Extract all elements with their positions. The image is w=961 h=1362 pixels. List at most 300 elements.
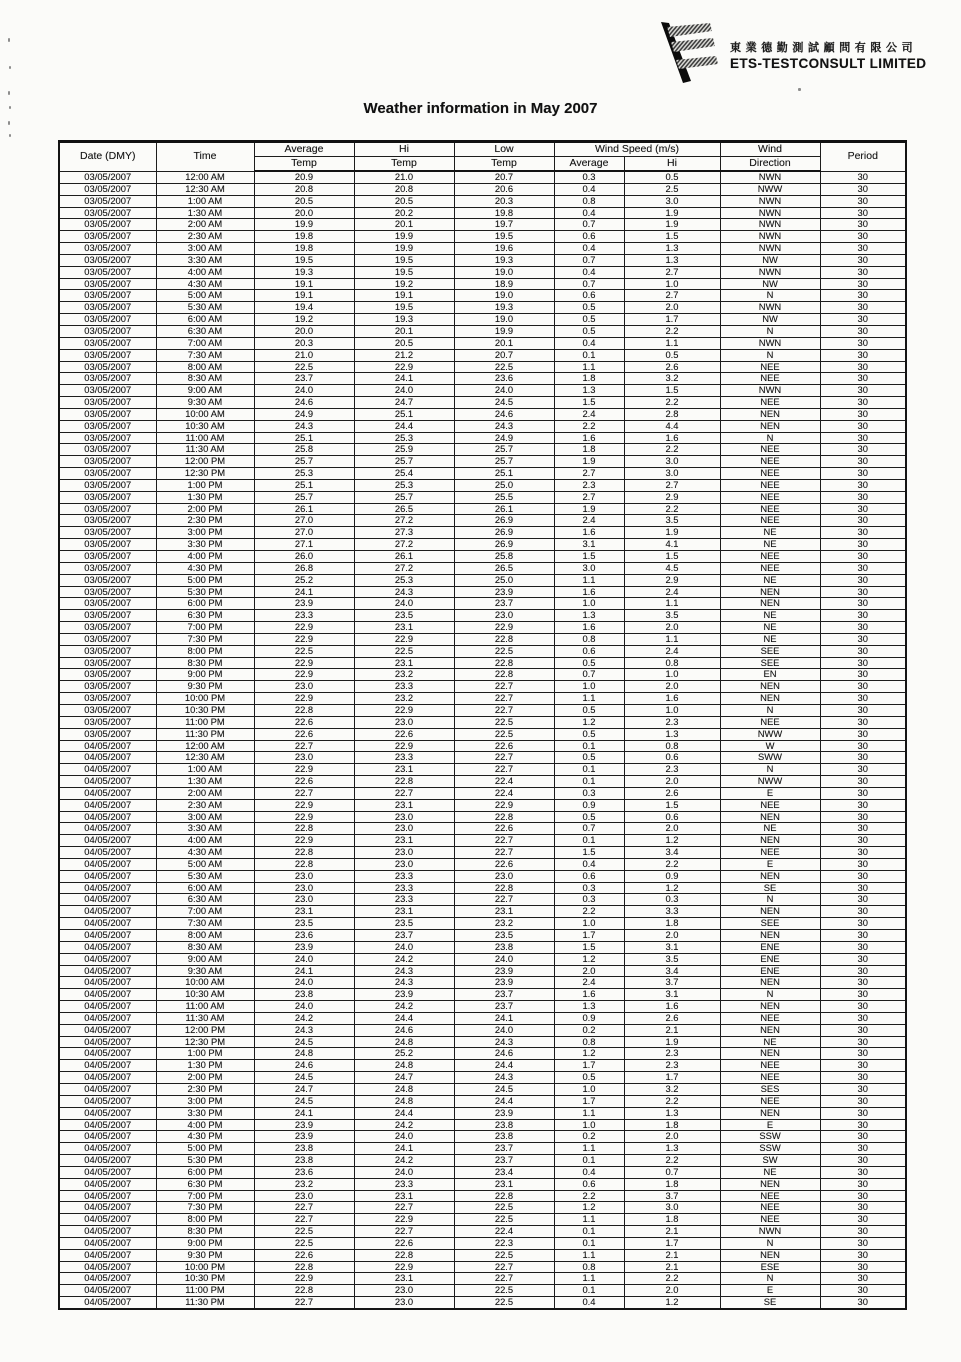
cell-average-temp: 23.9 [254,598,354,610]
cell-time: 4:00 AM [156,266,254,278]
cell-wind-speed-hi: 2.9 [624,491,720,503]
cell-wind-speed-average: 0.5 [554,1072,624,1084]
cell-wind-direction: N [720,764,820,776]
cell-time: 4:30 AM [156,278,254,290]
cell-wind-direction: NEN [720,870,820,882]
cell-period: 30 [820,479,906,491]
company-logo [648,22,926,84]
cell-average-temp: 27.1 [254,539,354,551]
cell-low-temp: 24.3 [454,420,554,432]
table-row [59,1024,906,1036]
cell-wind-direction: SEE [720,918,820,930]
cell-low-temp: 22.8 [454,882,554,894]
cell-wind-direction: E [720,1119,820,1131]
cell-wind-speed-average: 0.1 [554,1237,624,1249]
cell-wind-speed-hi: 2.7 [624,266,720,278]
cell-low-temp: 22.5 [454,728,554,740]
table-row [59,1131,906,1143]
table-row [59,1261,906,1273]
cell-date: 04/05/2007 [59,752,156,764]
cell-hi-temp: 24.0 [354,385,454,397]
table-row [59,823,906,835]
cell-low-temp: 19.3 [454,302,554,314]
table-row [59,551,906,563]
cell-wind-speed-hi: 2.2 [624,503,720,515]
cell-wind-speed-average: 1.1 [554,1143,624,1155]
table-row [59,633,906,645]
cell-period: 30 [820,503,906,515]
scan-artifact [798,88,801,91]
cell-wind-direction: ENE [720,953,820,965]
cell-average-temp: 24.1 [254,586,354,598]
table-row [59,776,906,788]
cell-average-temp: 25.8 [254,444,354,456]
cell-wind-speed-average: 0.4 [554,266,624,278]
cell-wind-speed-average: 1.9 [554,503,624,515]
cell-low-temp: 23.2 [454,918,554,930]
cell-hi-temp: 24.4 [354,1012,454,1024]
cell-period: 30 [820,1297,906,1309]
cell-wind-direction: N [720,704,820,716]
cell-hi-temp: 22.5 [354,645,454,657]
cell-wind-speed-hi: 2.8 [624,408,720,420]
cell-period: 30 [820,1001,906,1013]
cell-wind-speed-average: 0.3 [554,894,624,906]
cell-period: 30 [820,1012,906,1024]
cell-wind-speed-hi: 3.3 [624,906,720,918]
cell-wind-speed-hi: 1.9 [624,219,720,231]
cell-wind-direction: N [720,1237,820,1249]
cell-period: 30 [820,1036,906,1048]
cell-period: 30 [820,1202,906,1214]
cell-wind-direction: W [720,740,820,752]
cell-wind-speed-hi: 1.8 [624,1214,720,1226]
cell-time: 11:30 AM [156,444,254,456]
cell-wind-speed-hi: 2.2 [624,1273,720,1285]
cell-wind-speed-hi: 1.3 [624,243,720,255]
table-row [59,278,906,290]
cell-hi-temp: 21.0 [354,171,454,183]
cell-wind-direction: NE [720,633,820,645]
cell-low-temp: 22.6 [454,823,554,835]
cell-wind-speed-average: 0.8 [554,195,624,207]
cell-date: 04/05/2007 [59,989,156,1001]
cell-average-temp: 23.8 [254,989,354,1001]
cell-low-temp: 22.8 [454,633,554,645]
cell-period: 30 [820,870,906,882]
table-row [59,314,906,326]
cell-time: 6:30 AM [156,894,254,906]
cell-time: 5:00 AM [156,290,254,302]
cell-date: 03/05/2007 [59,503,156,515]
cell-low-temp: 20.7 [454,171,554,183]
cell-date: 03/05/2007 [59,598,156,610]
cell-wind-direction: NE [720,1036,820,1048]
cell-date: 04/05/2007 [59,1273,156,1285]
cell-wind-speed-hi: 1.8 [624,918,720,930]
cell-low-temp: 26.9 [454,539,554,551]
scan-artifact [8,38,10,42]
cell-hi-temp: 24.4 [354,420,454,432]
cell-date: 03/05/2007 [59,444,156,456]
cell-average-temp: 22.8 [254,704,354,716]
cell-hi-temp: 22.6 [354,728,454,740]
cell-average-temp: 22.9 [254,835,354,847]
cell-low-temp: 25.1 [454,468,554,480]
cell-hi-temp: 25.9 [354,444,454,456]
cell-wind-speed-average: 0.5 [554,728,624,740]
cell-time: 11:00 AM [156,1001,254,1013]
cell-period: 30 [820,444,906,456]
cell-wind-speed-hi: 1.0 [624,704,720,716]
cell-period: 30 [820,1237,906,1249]
cell-average-temp: 23.7 [254,373,354,385]
cell-low-temp: 24.4 [454,1095,554,1107]
cell-hi-temp: 23.5 [354,918,454,930]
cell-low-temp: 22.7 [454,704,554,716]
cell-wind-speed-average: 2.3 [554,479,624,491]
cell-wind-speed-hi: 4.5 [624,562,720,574]
cell-average-temp: 24.0 [254,977,354,989]
table-row [59,420,906,432]
table-row [59,243,906,255]
cell-wind-direction: NWN [720,302,820,314]
cell-low-temp: 22.3 [454,1237,554,1249]
cell-hi-temp: 24.2 [354,1119,454,1131]
cell-low-temp: 22.5 [454,716,554,728]
cell-wind-speed-average: 1.3 [554,610,624,622]
cell-wind-speed-average: 0.4 [554,858,624,870]
cell-wind-speed-average: 1.2 [554,953,624,965]
cell-time: 6:00 AM [156,882,254,894]
cell-average-temp: 19.8 [254,243,354,255]
cell-time: 3:30 PM [156,539,254,551]
cell-time: 12:30 PM [156,468,254,480]
cell-hi-temp: 20.8 [354,183,454,195]
cell-period: 30 [820,539,906,551]
cell-average-temp: 23.0 [254,752,354,764]
cell-date: 03/05/2007 [59,420,156,432]
cell-period: 30 [820,1249,906,1261]
cell-period: 30 [820,799,906,811]
cell-average-temp: 23.3 [254,610,354,622]
cell-average-temp: 23.8 [254,1143,354,1155]
cell-wind-speed-average: 0.7 [554,254,624,266]
cell-wind-direction: NEE [720,515,820,527]
cell-low-temp: 20.3 [454,195,554,207]
cell-period: 30 [820,1095,906,1107]
cell-wind-direction: NEN [720,1024,820,1036]
cell-date: 04/05/2007 [59,1261,156,1273]
cell-average-temp: 23.5 [254,918,354,930]
cell-wind-speed-hi: 2.2 [624,1155,720,1167]
cell-time: 5:00 PM [156,1143,254,1155]
table-row [59,704,906,716]
cell-wind-speed-hi: 1.7 [624,1237,720,1249]
cell-date: 04/05/2007 [59,1072,156,1084]
cell-wind-direction: NWN [720,195,820,207]
cell-time: 1:30 AM [156,207,254,219]
logo-flag-icon [648,22,718,84]
cell-period: 30 [820,527,906,539]
cell-wind-speed-average: 1.0 [554,918,624,930]
table-row [59,799,906,811]
col-header-wind-speed-hi: Hi [624,157,720,172]
cell-hi-temp: 23.3 [354,681,454,693]
cell-wind-speed-hi: 1.1 [624,598,720,610]
cell-wind-direction: NE [720,574,820,586]
cell-wind-speed-average: 2.4 [554,977,624,989]
cell-hi-temp: 19.5 [354,266,454,278]
cell-period: 30 [820,633,906,645]
cell-wind-direction: NEE [720,491,820,503]
cell-period: 30 [820,468,906,480]
col-header-time: Time [156,142,254,172]
cell-wind-speed-average: 0.5 [554,325,624,337]
cell-wind-speed-average: 1.2 [554,1048,624,1060]
cell-low-temp: 26.5 [454,562,554,574]
cell-low-temp: 25.5 [454,491,554,503]
cell-low-temp: 25.7 [454,444,554,456]
cell-date: 03/05/2007 [59,231,156,243]
table-row [59,1095,906,1107]
cell-hi-temp: 24.0 [354,598,454,610]
cell-average-temp: 22.5 [254,1237,354,1249]
cell-period: 30 [820,1285,906,1297]
cell-date: 04/05/2007 [59,811,156,823]
cell-average-temp: 22.9 [254,764,354,776]
cell-time: 3:30 AM [156,823,254,835]
cell-average-temp: 22.8 [254,858,354,870]
cell-wind-speed-average: 0.6 [554,870,624,882]
cell-time: 11:30 AM [156,1012,254,1024]
cell-date: 04/05/2007 [59,835,156,847]
cell-date: 03/05/2007 [59,574,156,586]
cell-wind-speed-hi: 1.2 [624,1297,720,1309]
col-header-hi-temp-line1: Hi [354,142,454,157]
cell-wind-direction: NEN [720,1001,820,1013]
table-row [59,337,906,349]
cell-wind-speed-average: 1.5 [554,397,624,409]
cell-period: 30 [820,278,906,290]
cell-low-temp: 24.5 [454,1083,554,1095]
cell-wind-speed-hi: 1.2 [624,882,720,894]
cell-time: 6:30 AM [156,325,254,337]
cell-average-temp: 24.0 [254,953,354,965]
cell-time: 4:00 AM [156,835,254,847]
cell-date: 04/05/2007 [59,799,156,811]
table-row [59,657,906,669]
cell-wind-speed-average: 1.6 [554,432,624,444]
cell-average-temp: 23.0 [254,882,354,894]
cell-low-temp: 22.5 [454,1214,554,1226]
cell-wind-speed-average: 0.3 [554,171,624,183]
cell-average-temp: 22.8 [254,847,354,859]
cell-low-temp: 22.7 [454,764,554,776]
cell-wind-speed-hi: 1.3 [624,1107,720,1119]
cell-average-temp: 24.5 [254,1036,354,1048]
cell-hi-temp: 27.3 [354,527,454,539]
cell-low-temp: 24.9 [454,432,554,444]
cell-time: 1:00 PM [156,479,254,491]
cell-wind-speed-average: 0.1 [554,349,624,361]
cell-period: 30 [820,740,906,752]
cell-date: 04/05/2007 [59,906,156,918]
cell-average-temp: 20.8 [254,183,354,195]
cell-average-temp: 23.9 [254,1119,354,1131]
cell-wind-speed-hi: 2.3 [624,764,720,776]
cell-date: 03/05/2007 [59,219,156,231]
cell-wind-speed-average: 0.2 [554,1131,624,1143]
cell-average-temp: 22.9 [254,669,354,681]
cell-period: 30 [820,764,906,776]
cell-average-temp: 23.8 [254,1155,354,1167]
cell-wind-speed-hi: 1.3 [624,1143,720,1155]
cell-low-temp: 23.9 [454,977,554,989]
cell-wind-direction: NEN [720,977,820,989]
cell-date: 03/05/2007 [59,361,156,373]
cell-hi-temp: 24.2 [354,1001,454,1013]
cell-wind-speed-hi: 3.0 [624,468,720,480]
cell-period: 30 [820,918,906,930]
col-header-average-temp-line1: Average [254,142,354,157]
cell-wind-speed-hi: 2.0 [624,930,720,942]
cell-period: 30 [820,930,906,942]
table-row [59,847,906,859]
cell-period: 30 [820,361,906,373]
cell-date: 04/05/2007 [59,953,156,965]
cell-wind-speed-average: 0.8 [554,1036,624,1048]
table-row [59,195,906,207]
cell-wind-speed-hi: 1.6 [624,693,720,705]
cell-average-temp: 19.8 [254,231,354,243]
cell-low-temp: 22.7 [454,1261,554,1273]
cell-hi-temp: 19.9 [354,231,454,243]
cell-wind-direction: NWW [720,728,820,740]
cell-time: 8:00 PM [156,645,254,657]
cell-period: 30 [820,1107,906,1119]
cell-hi-temp: 19.3 [354,314,454,326]
cell-wind-speed-average: 0.7 [554,823,624,835]
cell-date: 04/05/2007 [59,1095,156,1107]
cell-date: 04/05/2007 [59,918,156,930]
cell-average-temp: 22.7 [254,787,354,799]
table-row [59,266,906,278]
cell-time: 8:30 AM [156,941,254,953]
cell-date: 03/05/2007 [59,716,156,728]
cell-date: 03/05/2007 [59,243,156,255]
cell-period: 30 [820,219,906,231]
cell-low-temp: 26.9 [454,527,554,539]
cell-low-temp: 19.3 [454,254,554,266]
cell-hi-temp: 25.3 [354,574,454,586]
cell-date: 04/05/2007 [59,1166,156,1178]
cell-period: 30 [820,432,906,444]
cell-wind-direction: NEE [720,444,820,456]
cell-low-temp: 19.7 [454,219,554,231]
cell-wind-direction: SEE [720,657,820,669]
cell-date: 04/05/2007 [59,1131,156,1143]
cell-wind-speed-hi: 1.0 [624,669,720,681]
cell-average-temp: 24.3 [254,1024,354,1036]
cell-wind-speed-hi: 2.0 [624,681,720,693]
cell-wind-speed-hi: 1.3 [624,254,720,266]
cell-hi-temp: 23.3 [354,752,454,764]
cell-time: 9:00 AM [156,385,254,397]
cell-period: 30 [820,290,906,302]
cell-date: 04/05/2007 [59,1083,156,1095]
cell-time: 6:30 PM [156,1178,254,1190]
cell-period: 30 [820,882,906,894]
col-header-period: Period [820,142,906,172]
cell-period: 30 [820,1119,906,1131]
cell-date: 03/05/2007 [59,337,156,349]
cell-wind-speed-hi: 2.0 [624,823,720,835]
cell-period: 30 [820,823,906,835]
cell-wind-speed-average: 2.2 [554,1190,624,1202]
cell-date: 04/05/2007 [59,1060,156,1072]
cell-time: 12:00 PM [156,456,254,468]
cell-wind-speed-average: 1.0 [554,1119,624,1131]
cell-hi-temp: 25.3 [354,479,454,491]
cell-wind-speed-hi: 3.4 [624,847,720,859]
cell-period: 30 [820,243,906,255]
cell-wind-direction: NEE [720,1012,820,1024]
cell-average-temp: 22.8 [254,1261,354,1273]
cell-hi-temp: 24.3 [354,965,454,977]
cell-wind-speed-hi: 1.9 [624,207,720,219]
cell-hi-temp: 24.1 [354,1143,454,1155]
cell-wind-speed-average: 3.0 [554,562,624,574]
cell-average-temp: 24.1 [254,1107,354,1119]
cell-wind-direction: NWW [720,183,820,195]
cell-period: 30 [820,456,906,468]
cell-wind-direction: NWN [720,266,820,278]
cell-low-temp: 22.4 [454,787,554,799]
cell-time: 2:30 PM [156,1083,254,1095]
cell-hi-temp: 22.8 [354,776,454,788]
cell-hi-temp: 21.2 [354,349,454,361]
cell-wind-direction: NEE [720,479,820,491]
table-row [59,1012,906,1024]
cell-wind-direction: NE [720,539,820,551]
cell-wind-speed-average: 0.5 [554,811,624,823]
cell-average-temp: 22.9 [254,657,354,669]
cell-wind-direction: NE [720,610,820,622]
cell-wind-direction: NEE [720,551,820,563]
cell-average-temp: 20.0 [254,325,354,337]
cell-time: 1:00 PM [156,1048,254,1060]
cell-wind-speed-average: 1.1 [554,361,624,373]
cell-low-temp: 24.0 [454,953,554,965]
cell-period: 30 [820,373,906,385]
cell-time: 12:30 PM [156,1036,254,1048]
cell-low-temp: 22.8 [454,1190,554,1202]
cell-low-temp: 22.9 [454,799,554,811]
cell-date: 04/05/2007 [59,787,156,799]
cell-period: 30 [820,195,906,207]
cell-date: 04/05/2007 [59,764,156,776]
cell-date: 04/05/2007 [59,1119,156,1131]
cell-date: 03/05/2007 [59,349,156,361]
table-row [59,811,906,823]
table-row [59,171,906,183]
cell-average-temp: 22.7 [254,1214,354,1226]
cell-wind-speed-hi: 2.2 [624,858,720,870]
cell-period: 30 [820,349,906,361]
cell-low-temp: 23.0 [454,870,554,882]
cell-average-temp: 22.9 [254,633,354,645]
